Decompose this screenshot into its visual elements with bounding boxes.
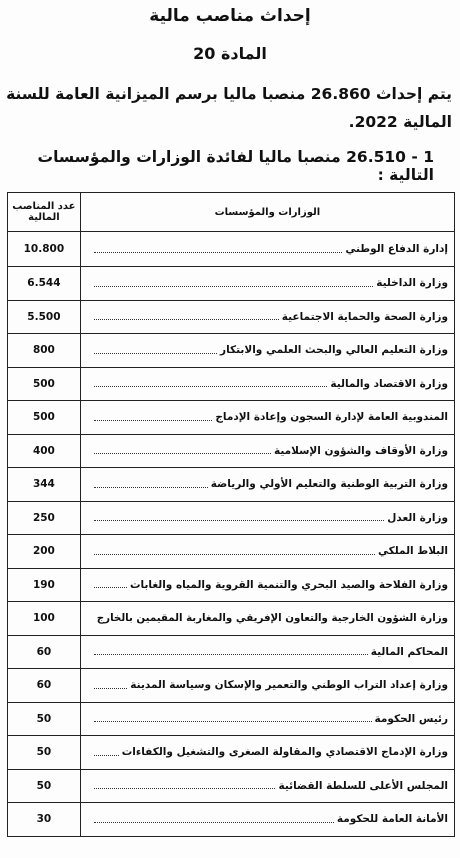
- table-row: [8, 501, 455, 535]
- table-row: [8, 803, 455, 837]
- org-cell: [80, 232, 454, 267]
- org-name: المندوبية العامة لإدارة السجون وإعادة الإدماج: [215, 411, 448, 424]
- org-cell: [80, 803, 454, 837]
- num-cell: 5.500: [8, 300, 81, 334]
- org-cell-content: [91, 512, 448, 524]
- org-cell-content: [91, 478, 448, 490]
- dotted-leader: [94, 520, 384, 521]
- org-cell: [80, 568, 454, 602]
- org-name: إدارة الدفاع الوطني: [345, 243, 448, 255]
- org-name: وزارة الفلاحة والصيد البحري والتنمية القروية والمياه والغابات: [129, 578, 448, 591]
- num-cell: 60: [8, 669, 81, 703]
- num-cell: 6.544: [8, 267, 81, 301]
- table-row: [8, 434, 455, 468]
- num-cell: 344: [8, 468, 81, 502]
- org-cell-content: [91, 445, 448, 457]
- num-cell: 200: [8, 535, 81, 569]
- table-row: [8, 401, 455, 435]
- dotted-leader: [94, 420, 213, 421]
- org-cell-content: [91, 411, 448, 423]
- num-cell: 100: [8, 602, 81, 636]
- org-name: وزارة التربية الوطنية والتعليم الأولي والرياضة: [210, 478, 448, 491]
- positions-table: [7, 192, 455, 837]
- dotted-leader: [94, 453, 271, 454]
- dotted-leader: [94, 319, 279, 320]
- num-cell: 500: [8, 367, 81, 401]
- org-cell: [80, 434, 454, 468]
- table-row: [8, 669, 455, 703]
- dotted-leader: [94, 822, 334, 823]
- num-cell: 500: [8, 401, 81, 435]
- org-cell: [80, 635, 454, 669]
- org-cell-content: [91, 311, 448, 323]
- org-cell: [80, 300, 454, 334]
- dotted-leader: [94, 587, 127, 588]
- org-name: وزارة الإدماج الاقتصادي والمقاولة الصغرى والتشغيل والكفاءات: [121, 746, 448, 759]
- org-name: وزارة الشؤون الخارجية والتعاون الإفريقي والمغاربة المقيمين بالخارج: [96, 612, 448, 625]
- org-cell: [80, 535, 454, 569]
- dotted-leader: [94, 721, 372, 722]
- header-num: عدد المناصب المالية: [8, 193, 81, 232]
- num-cell: 50: [8, 736, 81, 770]
- num-cell: 50: [8, 702, 81, 736]
- dotted-leader: [94, 654, 368, 655]
- dotted-leader: [94, 252, 343, 253]
- org-name: وزارة العدل: [387, 511, 448, 524]
- org-cell: [80, 367, 454, 401]
- org-cell-content: [91, 780, 448, 792]
- org-cell: [80, 401, 454, 435]
- org-name: الأمانة العامة للحكومة: [336, 813, 448, 826]
- table-row: [8, 602, 455, 636]
- org-name: البلاط الملكي: [378, 545, 448, 558]
- dotted-leader: [94, 688, 128, 689]
- org-cell-content: [91, 243, 448, 255]
- table-row: [8, 267, 455, 301]
- org-cell-content: [91, 579, 448, 591]
- org-name: وزارة الداخلية: [376, 277, 448, 290]
- dotted-leader: [94, 286, 373, 287]
- table-row: [8, 635, 455, 669]
- org-name: رئيس الحكومة: [374, 712, 448, 725]
- org-cell: [80, 602, 454, 636]
- org-name: المجلس الأعلى للسلطة القضائية: [278, 779, 448, 792]
- org-name: المحاكم المالية: [370, 645, 448, 658]
- org-name: وزارة الصحة والحماية الاجتماعية: [281, 310, 448, 323]
- num-cell: 50: [8, 769, 81, 803]
- org-name: وزارة الأوقاف والشؤون الإسلامية: [273, 444, 448, 457]
- num-cell: 800: [8, 334, 81, 368]
- num-cell: 190: [8, 568, 81, 602]
- org-cell: [80, 468, 454, 502]
- table-row: [8, 468, 455, 502]
- org-cell-content: [91, 344, 448, 356]
- num-cell: 30: [8, 803, 81, 837]
- org-cell-content: [91, 646, 448, 658]
- table-row: [8, 367, 455, 401]
- num-cell: 250: [8, 501, 81, 535]
- org-cell-content: [91, 545, 448, 557]
- num-cell: 10.800: [8, 232, 81, 267]
- table-row: [8, 568, 455, 602]
- dotted-leader: [94, 554, 375, 555]
- intro-paragraph: يتم إحداث 26.860 منصبا ماليا برسم الميزانية العامة للسنة المالية 2022.: [6, 85, 452, 131]
- org-cell: [80, 334, 454, 368]
- dotted-leader: [94, 353, 217, 354]
- org-name: وزارة الاقتصاد والمالية: [330, 377, 448, 390]
- org-cell: [80, 769, 454, 803]
- org-cell-content: [91, 746, 448, 758]
- org-cell: [80, 669, 454, 703]
- table-row: [8, 232, 455, 267]
- table-row: [8, 535, 455, 569]
- dotted-leader: [94, 386, 328, 387]
- num-cell: 60: [8, 635, 81, 669]
- header-org: الوزارات والمؤسسات: [80, 193, 454, 232]
- article-number: المادة 20: [193, 44, 267, 63]
- org-cell-content: [91, 378, 448, 390]
- num-cell: 400: [8, 434, 81, 468]
- org-cell: [80, 702, 454, 736]
- table-row: [8, 334, 455, 368]
- org-cell-content: [91, 612, 448, 624]
- org-cell: [80, 501, 454, 535]
- org-cell-content: [91, 277, 448, 289]
- table-row: [8, 702, 455, 736]
- table-row: [8, 769, 455, 803]
- dotted-leader: [94, 755, 119, 756]
- org-name: وزارة التعليم العالي والبحث العلمي والابتكار: [220, 344, 448, 357]
- org-cell: [80, 736, 454, 770]
- org-cell: [80, 267, 454, 301]
- table-row: [8, 736, 455, 770]
- org-cell-content: [91, 679, 448, 691]
- org-name: وزارة إعداد التراب الوطني والتعمير والإسكان وسياسة المدينة: [130, 679, 448, 692]
- section-subheading: 1 - 26.510 منصبا ماليا لفائدة الوزارات والمؤسسات التالية :: [37, 148, 434, 184]
- table-row: [8, 300, 455, 334]
- dotted-leader: [94, 788, 276, 789]
- org-cell-content: [91, 813, 448, 825]
- dotted-leader: [94, 487, 208, 488]
- org-cell-content: [91, 713, 448, 725]
- page-title: إحداث مناصب مالية: [149, 6, 311, 26]
- table-header-row: [8, 193, 455, 232]
